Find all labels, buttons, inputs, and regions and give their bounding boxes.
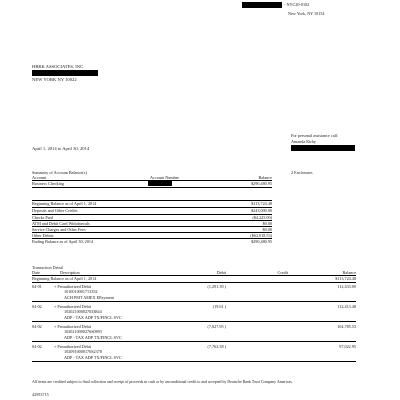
activity-value-6: $290,480.95 xyxy=(251,239,272,244)
tx-row-1-desc: + Preauthorized Debit xyxy=(54,304,92,309)
activity-label-2: Checks Paid xyxy=(32,215,53,220)
footer-code: 42953715 xyxy=(32,392,49,397)
tx-rule-4 xyxy=(32,361,356,362)
tx-row-3-date: 04-02 xyxy=(32,344,42,349)
tx-beginning-label: Beginning Balance as of April 1, 2014 xyxy=(32,276,97,281)
activity-value-0: $113,724.48 xyxy=(251,201,272,206)
redacted-account-number xyxy=(148,180,172,186)
tx-row-3-detail: ADP - TAX ADP TX/FINCL SVC xyxy=(64,355,122,360)
activity-value-4: $0.00 xyxy=(262,227,272,232)
activity-label-0: Beginning Balance as of April 1, 2014 xyxy=(32,201,97,206)
activity-label-1: Deposits and Other Credits xyxy=(32,208,78,213)
tx-row-0-detail: ACH PMT AMEX EPayment xyxy=(64,295,114,300)
tx-row-0-desc: + Preauthorized Debit xyxy=(54,284,92,289)
tx-row-1-balance: 112,413.48 xyxy=(337,304,356,309)
tx-row-2-balance: 104,785.53 xyxy=(337,324,356,329)
tx-row-0-date: 04-01 xyxy=(32,284,42,289)
summary-bottom-rule xyxy=(32,187,272,188)
tx-row-3-balance: 97,022.95 xyxy=(339,344,356,349)
tx-row-2-detail: ADP - TAX ADP TX/FINCL SVC xyxy=(64,335,122,340)
bank-address-line2: New York, NY 10154 xyxy=(288,11,325,16)
summary-row-balance: $290,480.95 xyxy=(251,181,272,186)
tx-row-3-debit: (7,762.58 ) xyxy=(207,344,226,349)
footer-note: All items are credited subject to final collection and receipt of proceeds in cash or by unconditional credit to and accepted by Deutsche Bank Trust Company Americas. xyxy=(32,380,293,384)
tx-row-3-ref: 1020910000176Ѕ2378 xyxy=(64,349,102,354)
tx-row-0-debit: (1,291.39 ) xyxy=(207,284,226,289)
activity-label-3: ATM and Debit Card Withdrawals xyxy=(32,221,90,226)
summary-col-balance: Balance xyxy=(258,175,272,180)
tx-col-description: Description xyxy=(60,270,80,275)
tx-row-0-balance: 112,433.09 xyxy=(337,284,356,289)
recipient-name: HBRK ASSOCIATES, INC xyxy=(32,64,84,69)
statement-period: April 1, 2014 to April 30, 2014 xyxy=(32,146,90,151)
tx-row-3-desc: + Preauthorized Debit xyxy=(54,344,92,349)
activity-label-6: Ending Balance as of April 30, 2014 xyxy=(32,239,94,244)
transactions-title: Transaction Detail xyxy=(32,265,63,270)
tx-rule-2 xyxy=(32,321,356,322)
tx-row-2-debit: (7,627.95 ) xyxy=(207,324,226,329)
activity-value-2: ($4,225.00) xyxy=(252,215,272,220)
tx-rule-0 xyxy=(32,282,356,283)
tx-row-1-ref: 1020210000276ЗЗ844 xyxy=(64,309,102,314)
activity-value-5: ($62,018.53) xyxy=(250,233,272,238)
tx-col-balance: Balance xyxy=(342,270,356,275)
tx-beginning-balance: $113,724.48 xyxy=(335,276,356,281)
activity-label-5: Other Debits xyxy=(32,233,54,238)
assistance-contact: Amanda Kirby xyxy=(291,139,317,144)
tx-rule-3 xyxy=(32,341,356,342)
activity-label-4: Service Charges and Other Fees xyxy=(32,227,86,232)
activity-value-1: $243,000.00 xyxy=(251,208,272,213)
tx-row-1-detail: ADP - TAX ADP TX/FINCL SVC xyxy=(64,315,122,320)
activity-value-3: $0.00 xyxy=(262,221,272,226)
tx-col-credit: Credit xyxy=(277,270,288,275)
summary-row-label: Business Checking xyxy=(32,181,64,186)
summary-title: Summary of Account Balance(s) xyxy=(32,170,87,175)
tx-row-2-desc: + Preauthorized Debit xyxy=(54,324,92,329)
tx-row-1-date: 04-02 xyxy=(32,304,42,309)
redacted-assistance-phone xyxy=(291,145,355,151)
enclosures: 2 Enclosures xyxy=(291,170,313,175)
summary-col-account: Account xyxy=(32,175,47,180)
tx-col-date: Date xyxy=(32,270,40,275)
redacted-recipient-street xyxy=(32,70,98,76)
tx-col-debit: Debit xyxy=(216,270,226,275)
bank-address-line1-suffix: - NYC20-0102 xyxy=(284,2,310,7)
tx-row-0-ref: 1010010001713352 xyxy=(64,289,98,294)
tx-rule-1 xyxy=(32,301,356,302)
redacted-bank-address xyxy=(242,2,282,8)
summary-col-number: Account Number xyxy=(150,175,179,180)
tx-row-2-date: 04-02 xyxy=(32,324,42,329)
recipient-city-line: NEW YORK NY 10022 xyxy=(32,77,77,82)
tx-row-2-ref: 1020210000276Ѕ0893 xyxy=(64,329,102,334)
tx-row-1-debit: (19.61 ) xyxy=(212,304,226,309)
assistance-label: For personal assistance call: xyxy=(291,133,339,138)
